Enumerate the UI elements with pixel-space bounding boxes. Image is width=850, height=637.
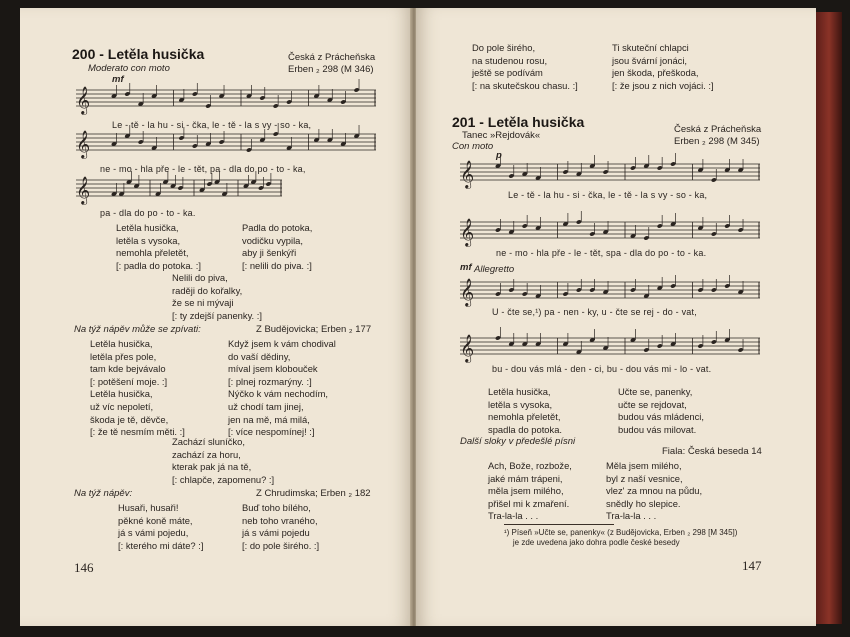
music-staff-201-3	[460, 276, 760, 306]
dynamic-marking: mf	[112, 74, 124, 85]
further-column-1: Ach, Bože, rozbože, jaké mám trápeni, měla jsem milého, přišel mi k zmaření. Tra-la-la . . .	[488, 460, 572, 522]
lyric-line-201-1: Le - tě - la hu - si - čka, le - tě - la s vy - so - ka,	[508, 190, 708, 200]
stanza-column-1: Letěla husička, letěla s vysoka, nemohla přeletět, [: padla do potoka. :]	[116, 222, 201, 271]
dynamic-marking-mf: mf	[460, 262, 472, 273]
treble-clef: 𝄞	[460, 160, 475, 188]
lyric-line-201-2: ne - mo - hla pře - le - tět, spa - dla do po - to - ka.	[496, 248, 707, 258]
treble-clef: 𝄞	[76, 130, 91, 158]
further-stanzas-label: Další sloky v předešlé písni	[460, 436, 576, 447]
page-number-right: 147	[742, 558, 762, 573]
region-label-201: Česká z Prácheňska	[674, 124, 762, 135]
book-cover-edge	[816, 12, 842, 624]
top-stanza-column-2: Ti skuteční chlapci jsou švární jonáci, jen škoda, přeškoda, [: že jsou z nich vojáci. :]	[612, 42, 714, 91]
variant1-center: Zachází sluníčko, zachází za horu, kterak pak já na tě, [: chlapče, zapomenu? :]	[172, 436, 275, 485]
music-staff-1	[76, 84, 376, 118]
footnote: ¹) Píseň »Učte se, panenky« (z Budějovicka, Erben ₂ 298 [M 345]) je zde uvedena jako dohra podle české besedy	[504, 528, 738, 547]
lyric-line-3: pa - dla do po - to - ka.	[100, 208, 196, 218]
dynamic-marking-p: p	[496, 150, 502, 161]
variant-label-1: Na týž nápěv může se zpívati:	[74, 324, 201, 335]
variant2-column-2: Buď toho bílého, neb toho vraného, já s vámi pojedu [: do pole širého. :]	[242, 502, 320, 551]
music-staff-201-1	[460, 158, 760, 188]
region-label: Česká z Prácheňska	[288, 52, 376, 63]
variant1-column-2: Když jsem k vám chodival do vaší dědiny, míval jsem klobouček [: plnej rozmarýny. :] Nýčko k vám nechodím, už chodí tam jinej, jen na mě, má milá, [: více nespomínej! :]	[228, 338, 336, 438]
dance-label: Tanec »Rejdovák«	[462, 130, 541, 141]
lyric-line-201-3: U - čte se,¹) pa - nen - ky, u - čte se rej - do - vat,	[492, 307, 697, 317]
left-page	[20, 8, 412, 626]
variant-source-2: Z Chrudimska; Erben ₂ 182	[256, 488, 371, 499]
stanza-column-2: Padla do potoka, vodičku vypila, aby ji šenkýři [: nelili do piva. :]	[242, 222, 313, 271]
tempo-marking-allegretto: Allegretto	[474, 264, 515, 275]
lyric-line-201-4: bu - dou vás mlá - den - ci, bu - dou vás mi - lo - vat.	[492, 364, 712, 374]
song-title-201: 201 - Letěla husička	[452, 114, 585, 130]
page-number-left: 146	[74, 560, 94, 575]
stanza-201-column-1: Letěla husička, letěla s vysoka, nemohla přeletět, spadla do potoka.	[488, 386, 563, 435]
right-page	[416, 8, 816, 626]
treble-clef: 𝄞	[76, 176, 91, 204]
music-staff-3	[76, 174, 282, 208]
variant-label-2: Na týž nápěv:	[74, 488, 133, 499]
further-column-2: Měla jsem milého, byl z naší vesnice, vlez' za mnou na půdu, snědly ho slepice. Tra-la-la . . .	[606, 460, 703, 522]
source-label-201: Erben ₂ 298 (M 345)	[674, 136, 760, 147]
source-label: Erben ₂ 298 (M 346)	[288, 64, 374, 75]
treble-clef: 𝄞	[460, 218, 475, 246]
music-staff-2	[76, 128, 376, 162]
treble-clef: 𝄞	[460, 278, 475, 306]
stanza-center: Nelili do piva, raději do kořalky, že se ni mývaji [: ty zdejší panenky. :]	[172, 272, 262, 321]
further-stanzas-source: Fiala: Česká beseda 14	[662, 446, 762, 457]
footnote-divider	[504, 524, 614, 525]
top-stanza-column-1: Do pole širého, na studenou rosu, ještě se podívám [: na skutečskou chasu. :]	[472, 42, 578, 91]
variant2-column-1: Husaři, husaři! pěkné koně máte, já s vámi pojedu, [: kterého mi dáte? :]	[118, 502, 204, 551]
variant-source-1: Z Budějovicka; Erben ₂ 177	[256, 324, 372, 335]
treble-clef: 𝄞	[76, 86, 91, 114]
tempo-marking-201: Con moto	[452, 141, 494, 152]
music-staff-201-4	[460, 332, 760, 362]
tempo-marking: Moderato con moto	[88, 63, 170, 74]
song-title: 200 - Letěla husička	[72, 46, 205, 62]
variant1-column-1: Letěla husička, letěla přes pole, tam kde bejvávalo [: potěšení moje. :] Letěla husička, už víc nepoletí, škoda je tě, děvče, [: že tě nesmím měti. :]	[90, 338, 185, 438]
stanza-201-column-2: Učte se, panenky, učte se rejdovat, budou vás mládenci, budou vás milovat.	[618, 386, 704, 435]
music-staff-201-2	[460, 216, 760, 246]
treble-clef: 𝄞	[460, 334, 475, 362]
lyric-line-2: ne - mo - hla pře - le - tět, pa - dla do po - to - ka,	[100, 164, 306, 174]
lyric-line-1: Le - tě - la hu - si - čka, le - tě - la s vy - so - ka,	[112, 120, 312, 130]
